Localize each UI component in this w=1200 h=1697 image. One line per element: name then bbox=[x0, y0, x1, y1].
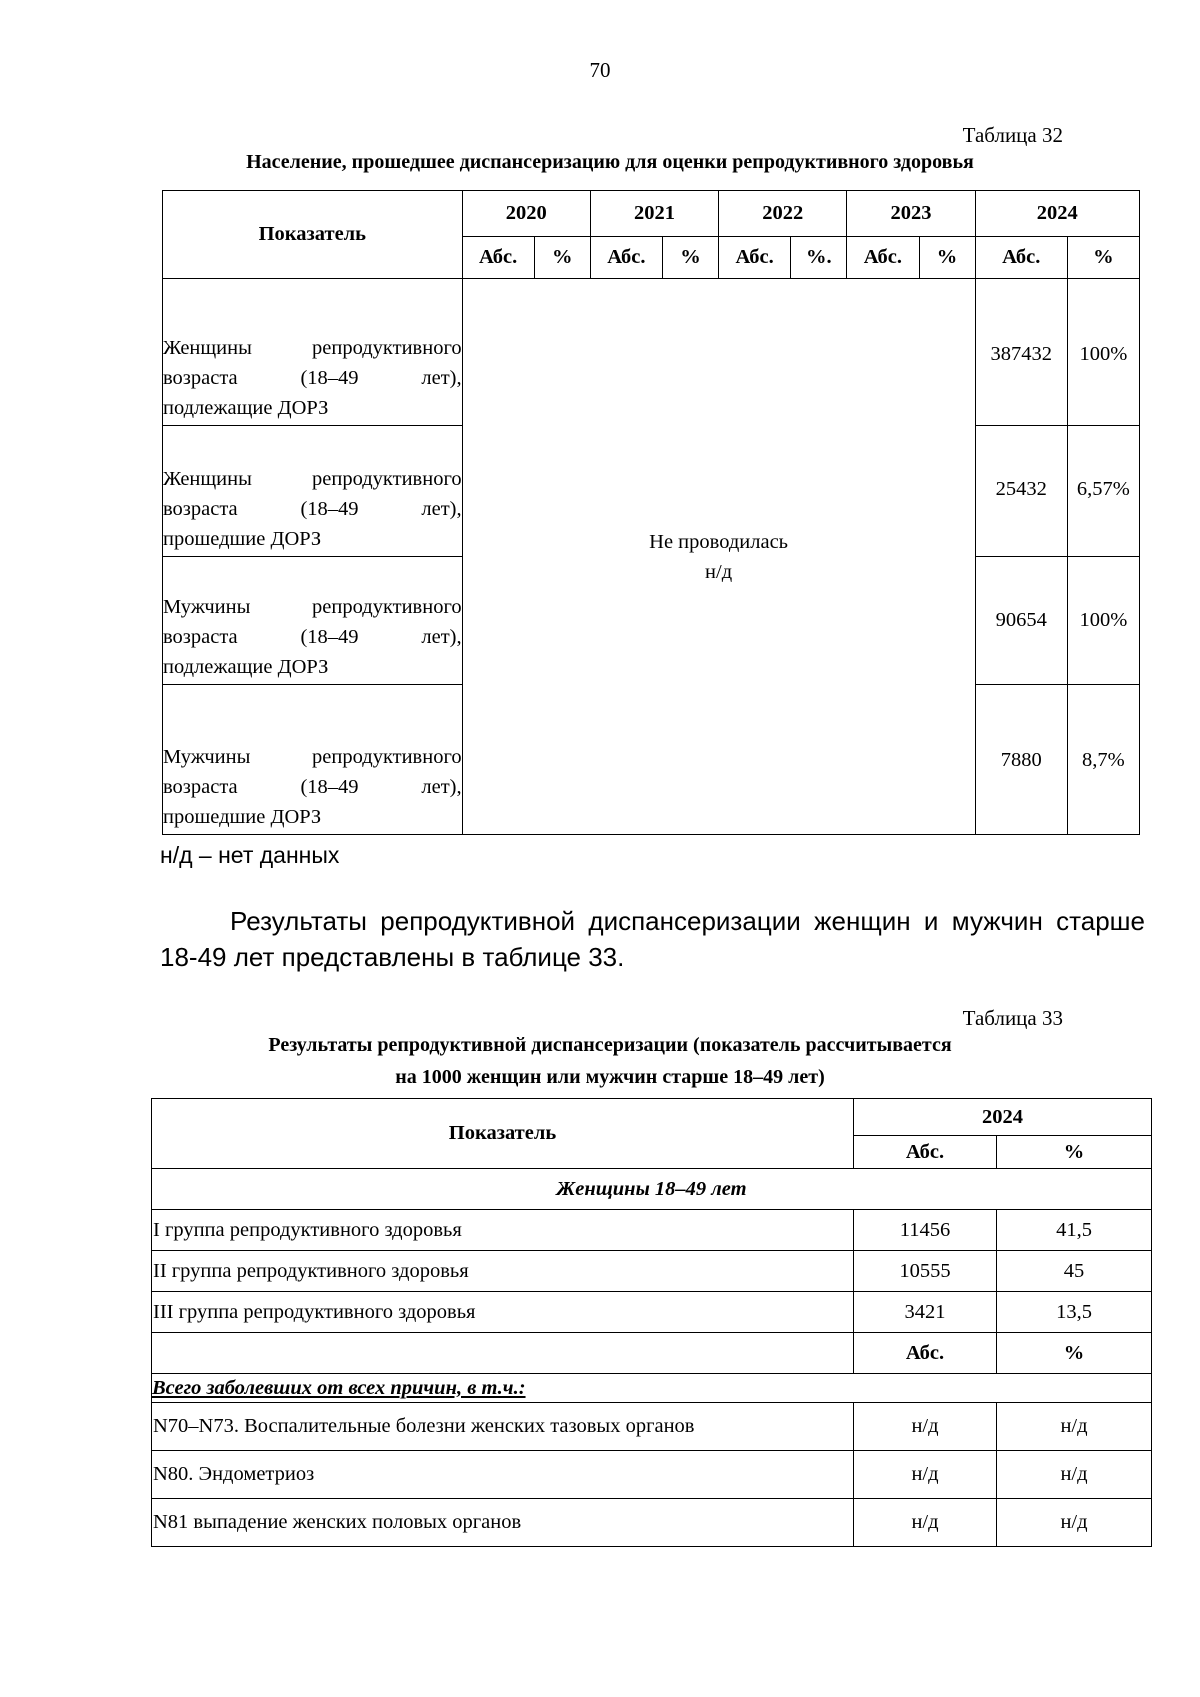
table-32-caption: Население, прошедшее диспансеризацию для оценки репродуктивного здоровья bbox=[246, 151, 974, 173]
abs-value: 7880 bbox=[975, 685, 1067, 835]
table-32-label: Таблица 32 bbox=[962, 123, 1063, 147]
table-32 bbox=[162, 190, 1140, 835]
empty-cell bbox=[152, 1333, 854, 1374]
header-indicator: Показатель bbox=[163, 191, 463, 279]
subheader-pct: %. bbox=[791, 237, 847, 279]
abs-value: 10555 bbox=[854, 1251, 997, 1292]
not-conducted-cell: Не проводилась н/д bbox=[462, 279, 975, 835]
indicator-cell: Мужчины репродуктивного возраста (18–49 лет), подлежащие ДОРЗ bbox=[163, 557, 463, 685]
table-33-label: Таблица 33 bbox=[962, 1006, 1063, 1030]
year-header: 2022 bbox=[719, 191, 847, 237]
table-row bbox=[152, 1451, 1152, 1499]
table-row bbox=[152, 1333, 1152, 1374]
pct-value: н/д bbox=[997, 1499, 1152, 1547]
abs-value: 90654 bbox=[975, 557, 1067, 685]
page-number: 70 bbox=[589, 58, 611, 82]
table-row bbox=[152, 1251, 1152, 1292]
subtotal-label: Всего заболевших от всех причин, в т.ч.: bbox=[152, 1374, 1152, 1403]
subheader-pct: % bbox=[1067, 237, 1139, 279]
abs-value: н/д bbox=[854, 1403, 997, 1451]
table-row bbox=[152, 1210, 1152, 1251]
table-33 bbox=[151, 1098, 1152, 1547]
abs-value: н/д bbox=[854, 1451, 997, 1499]
subheader-pct: % bbox=[919, 237, 975, 279]
subheader-abs: Абс. bbox=[854, 1136, 997, 1169]
abs-value: 11456 bbox=[854, 1210, 997, 1251]
subheader-pct: % bbox=[534, 237, 590, 279]
group-label: II группа репродуктивного здоровья bbox=[152, 1251, 854, 1292]
indicator-cell: Женщины репродуктивного возраста (18–49 лет), подлежащие ДОРЗ bbox=[163, 279, 463, 426]
pct-value: 100% bbox=[1067, 279, 1139, 426]
abs-value: 387432 bbox=[975, 279, 1067, 426]
pct-value: 8,7% bbox=[1067, 685, 1139, 835]
year-header: 2024 bbox=[854, 1099, 1152, 1136]
header-indicator: Показатель bbox=[152, 1099, 854, 1169]
table-row bbox=[152, 1499, 1152, 1547]
pct-value: 100% bbox=[1067, 557, 1139, 685]
footnote: н/д – нет данных bbox=[160, 842, 340, 868]
subheader-abs: Абс. bbox=[975, 237, 1067, 279]
year-header: 2020 bbox=[462, 191, 590, 237]
group-label: I группа репродуктивного здоровья bbox=[152, 1210, 854, 1251]
pct-value: 13,5 bbox=[997, 1292, 1152, 1333]
disease-label: N81 выпадение женских половых органов bbox=[152, 1499, 854, 1547]
subheader-abs: Абс. bbox=[847, 237, 919, 279]
pct-value: 45 bbox=[997, 1251, 1152, 1292]
subheader-abs: Абс. bbox=[719, 237, 791, 279]
pct-value: н/д bbox=[997, 1451, 1152, 1499]
disease-label: N70–N73. Воспалительные болезни женских тазовых органов bbox=[152, 1403, 854, 1451]
year-header: 2023 bbox=[847, 191, 975, 237]
year-header: 2021 bbox=[590, 191, 718, 237]
group-label: III группа репродуктивного здоровья bbox=[152, 1292, 854, 1333]
subheader-abs: Абс. bbox=[462, 237, 534, 279]
abs-value: 25432 bbox=[975, 426, 1067, 557]
year-header: 2024 bbox=[975, 191, 1139, 237]
pct-value: 6,57% bbox=[1067, 426, 1139, 557]
table-row bbox=[152, 1292, 1152, 1333]
abs-value: н/д bbox=[854, 1499, 997, 1547]
table-row bbox=[152, 1403, 1152, 1451]
subheader-pct: % bbox=[997, 1136, 1152, 1169]
pct-value: н/д bbox=[997, 1403, 1152, 1451]
subheader-pct: % bbox=[663, 237, 719, 279]
pct-value: 41,5 bbox=[997, 1210, 1152, 1251]
subheader-abs: Абс. bbox=[590, 237, 662, 279]
body-paragraph: Результаты репродуктивной диспансеризации женщин и мужчин старше 18-49 лет представлены в таблице 33. bbox=[160, 906, 1145, 972]
indicator-cell: Мужчины репродуктивного возраста (18–49 лет), прошедшие ДОРЗ bbox=[163, 685, 463, 835]
subheader-pct: % bbox=[997, 1333, 1152, 1374]
indicator-cell: Женщины репродуктивного возраста (18–49 лет), прошедшие ДОРЗ bbox=[163, 426, 463, 557]
table-33-caption-line2: на 1000 женщин или мужчин старше 18–49 лет) bbox=[395, 1066, 825, 1088]
table-33-caption-line1: Результаты репродуктивной диспансеризации (показатель рассчитывается bbox=[268, 1034, 952, 1056]
subheader-abs: Абс. bbox=[854, 1333, 997, 1374]
abs-value: 3421 bbox=[854, 1292, 997, 1333]
table-row bbox=[163, 279, 1140, 426]
section-women: Женщины 18–49 лет bbox=[152, 1169, 1152, 1210]
disease-label: N80. Эндометриоз bbox=[152, 1451, 854, 1499]
